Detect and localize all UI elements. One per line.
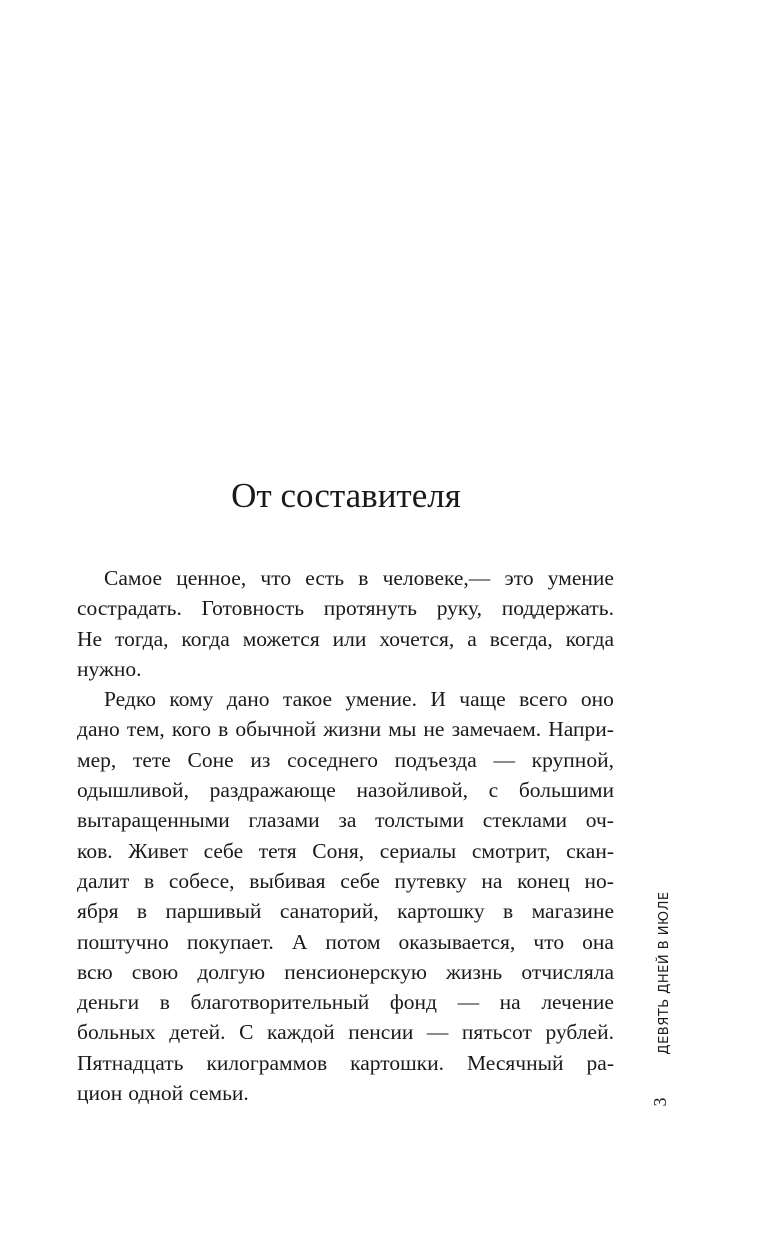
word: руку, — [436, 596, 483, 621]
word: далит — [77, 868, 130, 893]
text-line — [77, 836, 614, 866]
word: она — [582, 929, 614, 954]
word: лечение — [541, 990, 614, 1015]
word: можется — [242, 626, 320, 651]
text-line — [77, 714, 614, 744]
page-number — [652, 1094, 668, 1110]
word: оно — [580, 687, 614, 712]
word: мы — [388, 717, 417, 742]
word: ценное, — [176, 566, 247, 590]
text-line — [77, 745, 614, 775]
word: ября — [77, 899, 119, 924]
text-line — [77, 1017, 614, 1047]
word: из — [250, 747, 271, 772]
word: в — [143, 868, 155, 893]
word: себе — [340, 868, 380, 893]
word: вытаращенными — [77, 808, 230, 833]
text-line — [77, 957, 614, 987]
text-line — [77, 593, 614, 623]
word: магазине — [531, 899, 614, 924]
page-number-text: 3 — [650, 1097, 670, 1107]
text-line — [77, 684, 614, 714]
text-line — [77, 1078, 614, 1108]
word: на — [481, 868, 503, 893]
text-line — [77, 866, 614, 896]
word: благотворительный — [190, 990, 370, 1015]
word: Напри- — [548, 717, 614, 742]
word: ра- — [586, 1050, 614, 1075]
word: каждой — [266, 1020, 335, 1045]
word: отчисляла — [521, 959, 614, 984]
word: детей. — [169, 1020, 226, 1045]
word: оказывается, — [398, 929, 516, 954]
word: конец — [517, 868, 570, 893]
word: пятьсот — [461, 1020, 532, 1045]
word: жизни — [323, 717, 382, 742]
word: тем, — [126, 717, 165, 742]
text-line — [77, 896, 614, 926]
running-head-text: ДЕВЯТЬ ДНЕЙ В ИЮЛЕ — [657, 891, 672, 1055]
word: мер, — [77, 747, 117, 772]
word: долгую — [197, 959, 266, 984]
text-line — [77, 654, 614, 684]
word: килограммов — [206, 1050, 328, 1075]
word: Готовность — [201, 596, 305, 621]
word: одышливой, — [77, 778, 189, 803]
word: умение — [547, 566, 614, 590]
paragraph — [77, 684, 614, 1108]
word: — — [426, 1020, 449, 1045]
word: когда — [565, 626, 614, 651]
word: или — [332, 626, 367, 651]
word: себе — [203, 838, 244, 863]
word: путевку — [394, 868, 467, 893]
word: картошки. — [350, 1050, 444, 1075]
word: собесе, — [168, 868, 235, 893]
chapter-title: От составителя — [231, 476, 461, 515]
word: — — [457, 990, 480, 1015]
word: всего — [519, 687, 568, 712]
word: дано — [226, 687, 270, 712]
word: цион — [77, 1081, 123, 1106]
word: на — [499, 990, 521, 1015]
word: Редко — [104, 687, 156, 712]
word: дано — [77, 717, 120, 742]
word: тете — [132, 747, 171, 772]
word: А — [291, 929, 308, 954]
word: подъезда — [394, 747, 477, 772]
word: за — [338, 808, 357, 833]
word: поштучно — [77, 929, 169, 954]
word: в — [358, 566, 369, 590]
word: не — [423, 717, 445, 742]
word: тетя — [258, 838, 297, 863]
word: Самое — [104, 566, 163, 590]
word: сериалы — [379, 838, 457, 863]
word: одной — [128, 1081, 184, 1106]
word: И — [430, 687, 446, 712]
word: человеке,— — [382, 566, 491, 590]
word: что — [260, 566, 292, 590]
text-line — [77, 775, 614, 805]
word: с — [488, 778, 499, 803]
word: такое — [282, 687, 333, 712]
word: санаторий, — [279, 899, 379, 924]
word: протянуть — [323, 596, 417, 621]
word: С — [239, 1020, 254, 1045]
word: в — [136, 899, 148, 924]
word: всю — [77, 959, 113, 984]
word: назойливой, — [356, 778, 468, 803]
text-line — [77, 1048, 614, 1078]
word: деньги — [77, 990, 140, 1015]
word: крупной, — [531, 747, 614, 772]
running-head — [657, 891, 672, 1055]
word: но- — [584, 868, 614, 893]
word: в — [503, 899, 514, 924]
text-line — [77, 805, 614, 835]
word: сострадать. — [77, 596, 182, 621]
word: в — [159, 990, 170, 1015]
word: кого — [171, 717, 212, 742]
word: фонд — [389, 990, 437, 1015]
word: поддержать. — [501, 596, 614, 621]
word: Пятнадцать — [77, 1050, 184, 1075]
text-line — [77, 927, 614, 957]
word: это — [504, 566, 534, 590]
word: в — [218, 717, 229, 742]
word: Соне — [187, 747, 234, 772]
word: пенсионерскую — [284, 959, 427, 984]
word: всегда, — [489, 626, 553, 651]
word: покупает. — [186, 929, 274, 954]
word: есть — [305, 566, 345, 590]
word: — — [493, 747, 515, 772]
word: когда — [181, 626, 230, 651]
word: стеклами — [482, 808, 568, 833]
text-line — [77, 624, 614, 654]
word: соседнего — [287, 747, 378, 772]
word: скан- — [566, 838, 614, 863]
word: рублей. — [545, 1020, 614, 1045]
word: свою — [131, 959, 179, 984]
word: Не — [77, 626, 103, 651]
word: что — [533, 929, 565, 954]
word: большими — [518, 778, 614, 803]
word: пенсии — [348, 1020, 414, 1045]
word: чаще — [459, 687, 506, 712]
word: толстыми — [375, 808, 464, 833]
word: обычной — [235, 717, 317, 742]
word: Живет — [128, 838, 188, 863]
word: паршивый — [165, 899, 262, 924]
word: Месячный — [466, 1050, 564, 1075]
word: выбивая — [249, 868, 326, 893]
body-text — [77, 563, 614, 1108]
word: тогда, — [115, 626, 169, 651]
word: больных — [77, 1020, 156, 1045]
word: потом — [325, 929, 381, 954]
word: жизнь — [446, 959, 503, 984]
text-line — [77, 563, 614, 593]
word: Соня, — [312, 838, 365, 863]
word: хочется, — [379, 626, 455, 651]
word: раздражающе — [209, 778, 336, 803]
word: оч- — [585, 808, 614, 833]
word: замечаем. — [451, 717, 542, 742]
word: кому — [169, 687, 214, 712]
word: глазами — [248, 808, 320, 833]
word: нужно. — [77, 656, 142, 681]
text-line — [77, 987, 614, 1017]
word: а — [467, 626, 477, 651]
paragraph — [77, 563, 614, 684]
word: умение. — [345, 687, 417, 712]
word: ков. — [77, 838, 113, 863]
word: картошку — [397, 899, 485, 924]
word: семьи. — [189, 1081, 249, 1106]
word: смотрит, — [471, 838, 551, 863]
